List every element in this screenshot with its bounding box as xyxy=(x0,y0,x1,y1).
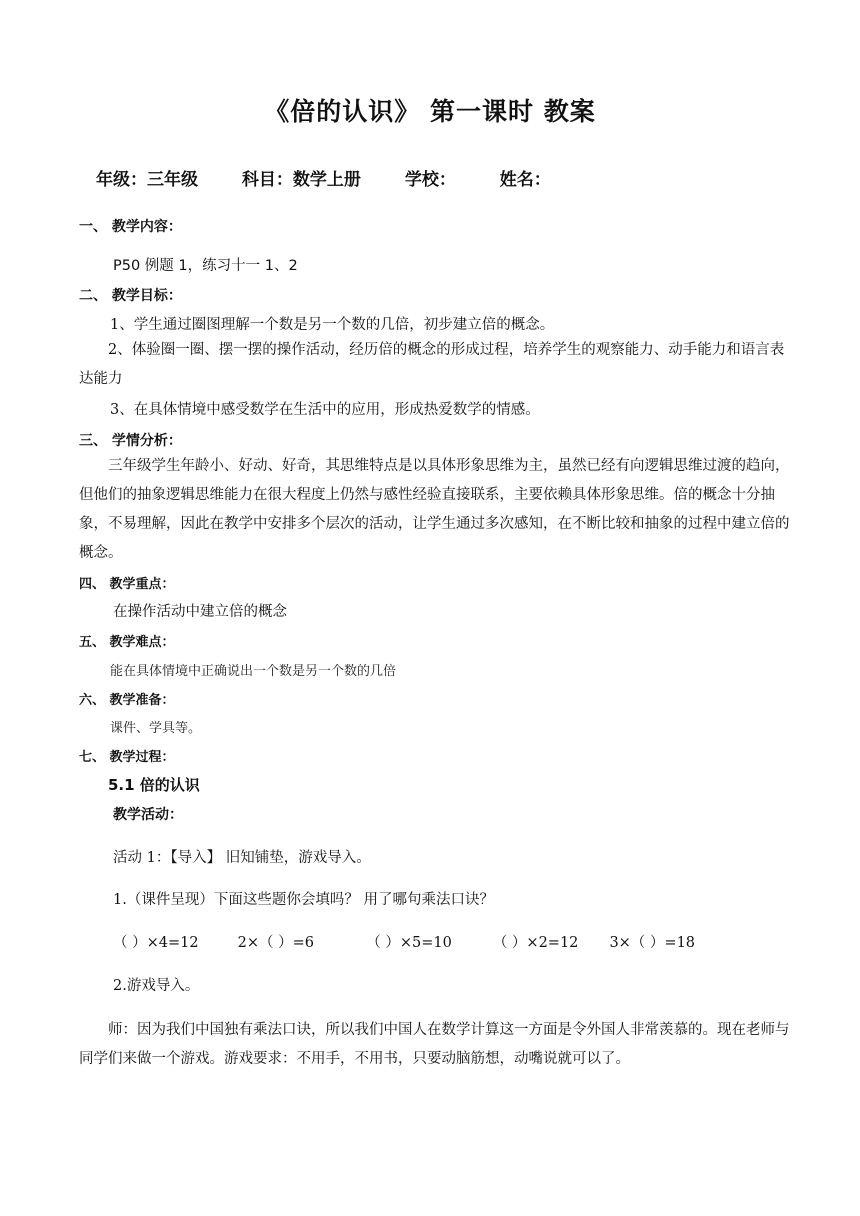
section-4-heading: 四、 教学重点： xyxy=(79,577,175,592)
equation: 2×（ ）=6 xyxy=(237,935,314,951)
section-3-heading: 三、 学情分析： xyxy=(79,433,182,449)
section-2-heading: 二、 教学目标： xyxy=(79,288,182,304)
equation: （ ）×4=12 xyxy=(113,935,199,951)
section-5-body: 能在具体情境中正确说出一个数是另一个数的几倍 xyxy=(110,664,397,679)
section-3-body: 三年级学生年龄小、好动、好奇，其思维特点是以具体形象思维为主，虽然已经有向逻辑思维过渡的趋向，但他们的抽象逻辑思维能力在很大程度上仍然与感性经验直接联系，主要依赖具体形象思维。倍的概念十分抽象，不易理解，因此在教学中安排多个层次的活动，让学生通过多次感知，在不断比较和抽象的过程中建立倍的概念。 xyxy=(79,458,790,561)
question-2: 2.游戏导入。 xyxy=(113,978,200,994)
section-1-body: P50 例题 1，练习十一 1、2 xyxy=(113,258,298,274)
section-6-body: 课件、学具等。 xyxy=(110,721,202,736)
section-6-heading: 六、 教学准备： xyxy=(79,693,175,708)
section-1-heading: 一、 教学内容： xyxy=(79,219,182,235)
meta-line xyxy=(96,165,589,190)
meta-name: 姓名： xyxy=(499,170,551,190)
equation-row xyxy=(113,931,695,952)
meta-grade: 年级：三年级 xyxy=(96,170,198,190)
meta-subject: 科目：数学上册 xyxy=(241,170,361,190)
document-title: 《倍的认识》 第一课时 教案 xyxy=(264,97,596,126)
objective-3: 3、在具体情境中感受数学在生活中的应用，形成热爱数学的情感。 xyxy=(110,402,540,418)
objective-1: 1、学生通过圈图理解一个数是另一个数的几倍，初步建立倍的概念。 xyxy=(110,317,555,333)
activity-label: 教学活动： xyxy=(113,807,183,823)
objective-2: 2、体验圈一圈、摆一摆的操作活动，经历倍的概念的形成过程，培养学生的观察能力、动手能力和语言表达能力 xyxy=(79,342,785,387)
teacher-paragraph: 师：因为我们中国独有乘法口诀，所以我们中国人在数学计算这一方面是令外国人非常羡慕的。现在老师与同学们来做一个游戏。游戏要求：不用手，不用书，只要动脑筋想，动嘴说就可以了。 xyxy=(79,1022,790,1067)
section-5-heading: 五、 教学难点： xyxy=(79,635,175,650)
equation: 3×（ ）=18 xyxy=(609,935,696,951)
section-4-body: 在操作活动中建立倍的概念 xyxy=(113,604,287,620)
meta-school: 学校： xyxy=(404,170,456,190)
section-7-heading: 七、 教学过程： xyxy=(79,750,175,765)
equation: （ ）×5=10 xyxy=(366,935,452,951)
activity-1: 活动 1：【导入】 旧知铺垫，游戏导入。 xyxy=(113,850,371,866)
question-1: 1.（课件呈现）下面这些题你会填吗？ 用了哪句乘法口诀？ xyxy=(113,892,494,908)
equation: （ ）×2=12 xyxy=(492,935,579,951)
subsection-title: 5.1 倍的认识 xyxy=(108,776,200,794)
